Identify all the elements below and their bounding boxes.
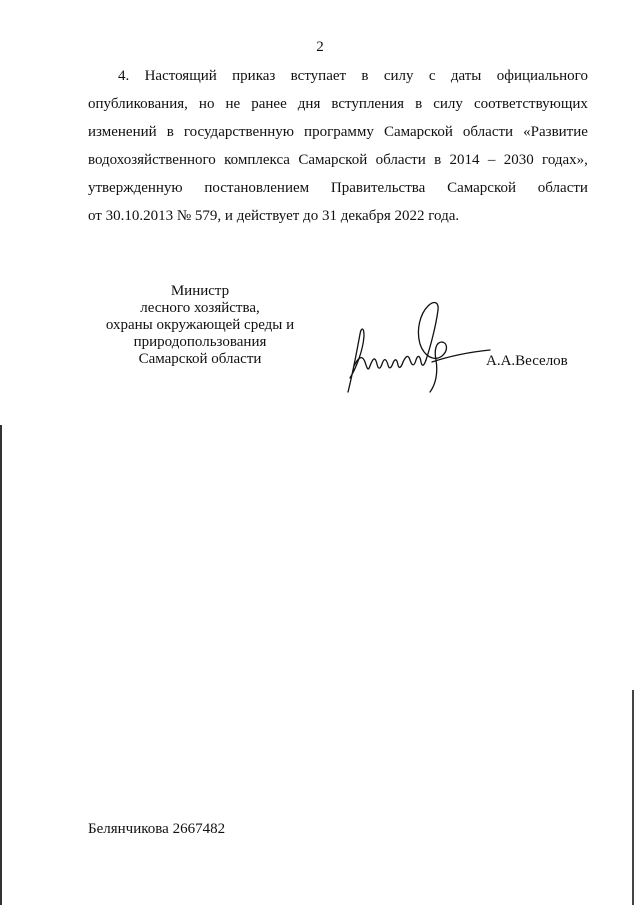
page-number: 2: [316, 39, 324, 55]
signatory-name: А.А.Веселов: [486, 353, 568, 369]
word: с: [428, 68, 436, 84]
word: вступает: [290, 68, 347, 84]
word: государственную: [183, 124, 294, 140]
word: не: [225, 96, 241, 112]
word: 2030: [503, 152, 534, 168]
word: «Развитие: [523, 124, 588, 140]
scan-edge-left: [0, 425, 2, 905]
word: официального: [496, 68, 588, 84]
word: 4.: [118, 68, 130, 84]
word: водохозяйственного: [88, 152, 216, 168]
handwritten-signature: [340, 296, 500, 396]
word: Самарской: [383, 124, 453, 140]
word: Настоящий: [144, 68, 217, 84]
word: постановлением: [204, 180, 310, 196]
signatory-title-line: охраны окружающей среды и: [105, 317, 295, 333]
word: в: [166, 124, 174, 140]
word: изменений: [88, 124, 157, 140]
paragraph-line: [88, 90, 588, 118]
signatory-title-line: лесного хозяйства,: [140, 300, 260, 316]
word: Самарской: [447, 180, 517, 196]
word: соответствующих: [473, 96, 588, 112]
word: дня: [297, 96, 321, 112]
word: ранее: [251, 96, 287, 112]
word: но: [198, 96, 215, 112]
word: даты: [450, 68, 482, 84]
word: 2014: [449, 152, 480, 168]
signatory-title: [95, 283, 305, 368]
word: области: [537, 180, 588, 196]
paragraph-line: [88, 174, 588, 202]
signatory-title-line: Самарской области: [138, 351, 262, 367]
scan-edge-right: [632, 690, 634, 905]
executor-contact: Белянчикова 2667482: [88, 821, 226, 837]
word: силу: [383, 68, 414, 84]
word: области: [462, 124, 514, 140]
word: –: [487, 152, 496, 168]
word: области: [375, 152, 426, 168]
paragraph-line: [88, 146, 588, 174]
word: Самарской: [298, 152, 368, 168]
order-paragraph-4: [88, 62, 588, 230]
word: годах»,: [542, 152, 588, 168]
word: в: [361, 68, 369, 84]
paragraph-line: [88, 62, 588, 90]
word: комплекса: [224, 152, 290, 168]
word: силу: [433, 96, 463, 112]
word: приказ: [232, 68, 276, 84]
word: утвержденную: [88, 180, 183, 196]
word: в: [415, 96, 423, 112]
word: опубликования,: [88, 96, 188, 112]
word: программу: [304, 124, 374, 140]
word: Правительства: [330, 180, 426, 196]
signatory-title-line: Министр: [170, 283, 230, 299]
signatory-title-line: природопользования: [133, 334, 267, 350]
paragraph-last-line: от 30.10.2013 № 579, и действует до 31 декабря 2022 года.: [88, 208, 460, 224]
paragraph-line: [88, 118, 588, 146]
word: в: [434, 152, 442, 168]
word: вступления: [331, 96, 405, 112]
